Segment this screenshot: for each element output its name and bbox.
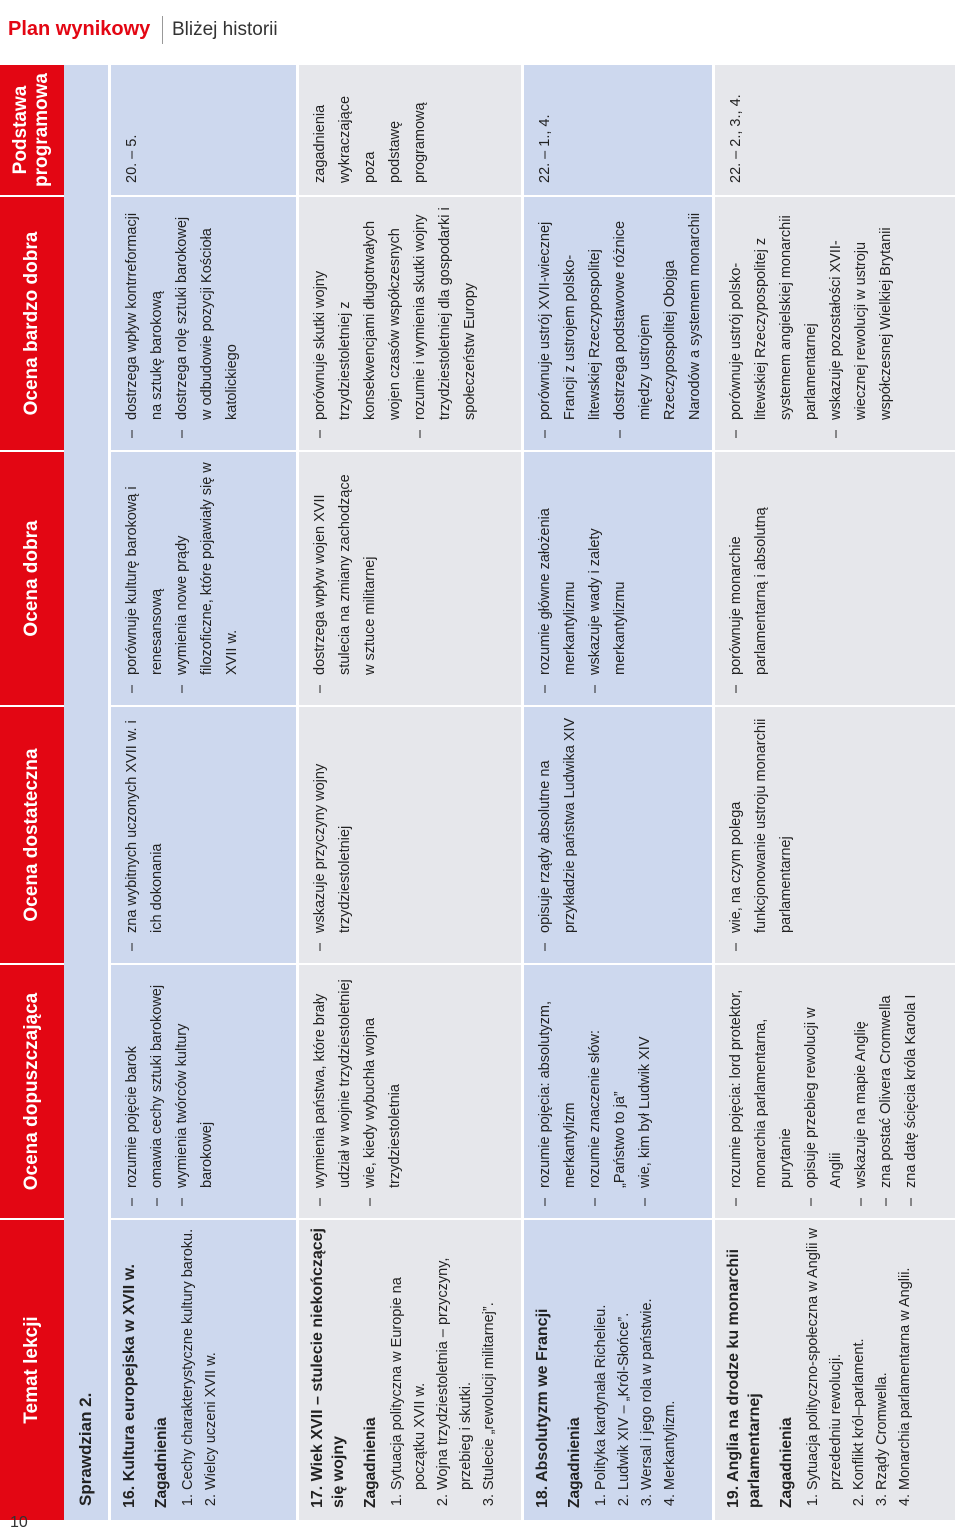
cell-dostateczna <box>521 707 712 965</box>
table-row <box>296 65 521 1520</box>
topic-item: 1. Sytuacja polityczna w Europie na początku XVII w. <box>386 1228 432 1490</box>
cell-temat <box>521 1220 712 1520</box>
criteria-item: – zna wybitnych uczonych XVII w. i ich dokonania <box>120 715 170 951</box>
criteria-item: – porównuje kulturę barokową i renesansową <box>120 460 170 693</box>
cell-dopuszczajaca <box>712 965 955 1220</box>
cell-bardzo-dobra <box>296 197 521 452</box>
criteria-list <box>308 715 358 951</box>
cell-dostateczna <box>296 707 521 965</box>
cell-bardzo-dobra <box>521 197 712 452</box>
criteria-list <box>120 205 245 438</box>
criteria-item: – dostrzega wpływ kontrreformacji na sztukę barokową <box>120 205 170 438</box>
cell-dopuszczajaca <box>108 965 296 1220</box>
page-number: 10 <box>10 1514 28 1531</box>
criteria-item: – dostrzega wpływ wojen XVII stulecia na zmiany zachodzące w sztuce militarnej <box>308 460 383 693</box>
cell-bardzo-dobra <box>108 197 296 452</box>
criteria-item: – porównuje ustrój polsko-litewskiej Rzeczypospolitej z systemem angielskiej monarchii parlamentarnej <box>724 205 824 438</box>
header-divider <box>162 16 163 44</box>
cell-temat <box>296 1220 521 1520</box>
topics-label: Zagadnienia <box>565 1417 583 1508</box>
criteria-item: – porównuje skutki wojny trzydziestoletniej z konsekwencjami długotrwałych wojen czasów współczesnych <box>308 205 408 438</box>
criteria-item: – wie, kim był Ludwik XIV <box>633 973 658 1206</box>
series-title: Bliżej historii <box>172 19 278 40</box>
criteria-list <box>724 973 924 1206</box>
topics-list <box>386 1228 501 1508</box>
table-row <box>712 65 955 1520</box>
topic-item: 2. Wojna trzydziestoletnia – przyczyny, przebieg i skutki. <box>432 1228 478 1490</box>
topic-item: 1. Polityka kardynała Richelieu. <box>590 1228 613 1490</box>
cell-podstawa <box>108 65 296 197</box>
table-header <box>0 65 64 1520</box>
cell-podstawa <box>712 65 955 197</box>
topic-item: 2. Wielcy uczeni XVII w. <box>200 1228 223 1490</box>
col-header-podstawa: Podstawa programowa <box>0 65 64 197</box>
criteria-item: – wymienia nowe prądy filozoficzne, które pojawiały się w XVII w. <box>170 460 245 693</box>
col-header-dostateczna: Ocena dostateczna <box>0 707 64 965</box>
cell-dostateczna <box>108 707 296 965</box>
topic-item: 1. Cechy charakterystyczne kultury baroku. <box>177 1228 200 1490</box>
topic-item: 3. Rządy Cromwella. <box>871 1228 894 1490</box>
criteria-list <box>308 460 383 693</box>
curriculum-ref: 22. – 2., 3., 4. <box>728 94 744 183</box>
criteria-item: – dostrzega rolę sztuki barokowej w odbudowie pozycji Kościoła katolickiego <box>170 205 245 438</box>
cell-bardzo-dobra <box>712 197 955 452</box>
criteria-item: – zna postać Olivera Cromwella <box>874 973 899 1206</box>
criteria-list <box>308 973 408 1206</box>
cell-dobra <box>296 452 521 707</box>
curriculum-ref: 22. – 1., 4. <box>537 114 553 183</box>
criteria-list <box>120 715 170 951</box>
lesson-title: 17. Wiek XVII – stulecie niekończącej się wojny <box>309 1228 347 1508</box>
criteria-item: – wskazuje wady i zalety merkantylizmu <box>583 460 633 693</box>
criteria-list <box>533 205 733 438</box>
criteria-list <box>724 715 799 951</box>
curriculum-ref: zagadnienia wykraczające poza podstawę programową <box>312 95 428 183</box>
topic-item: 2. Ludwik XIV – „Król-Słońce”. <box>613 1228 636 1490</box>
topics-label: Zagadnienia <box>777 1417 795 1508</box>
section-label: Sprawdzian 2. <box>76 1392 95 1506</box>
criteria-item: – wymienia twórców kultury barokowej <box>170 973 220 1206</box>
criteria-item: – wie, na czym polega funkcjonowanie ustroju monarchii parlamentarnej <box>724 715 799 951</box>
criteria-item: – zna datę ścięcia króla Karola I <box>899 973 924 1206</box>
topics-label: Zagadnienia <box>361 1417 379 1508</box>
lesson-plan-table <box>0 65 955 1520</box>
criteria-item: – rozumie pojęcia: lord protektor, monarchia parlamentarna, purytanie <box>724 973 799 1206</box>
lesson-title: 18. Absolutyzm we Francji <box>534 1308 551 1508</box>
topics-label: Zagadnienia <box>152 1417 170 1508</box>
cell-dobra <box>521 452 712 707</box>
topic-item: 3. Stulecie „rewolucji militarnej”. <box>478 1228 501 1490</box>
col-header-dopuszczajaca: Ocena dopuszczająca <box>0 965 64 1220</box>
cell-temat <box>712 1220 955 1520</box>
criteria-item: – wie, kiedy wybuchła wojna trzydziestoletnia <box>358 973 408 1206</box>
cell-dobra <box>108 452 296 707</box>
criteria-list <box>533 973 658 1206</box>
cell-podstawa <box>296 65 521 197</box>
cell-temat <box>108 1220 296 1520</box>
page-header <box>0 0 960 60</box>
section-row <box>64 65 108 1520</box>
curriculum-ref: 20. – 5. <box>124 134 140 183</box>
criteria-list <box>724 460 774 693</box>
topics-list <box>177 1228 223 1508</box>
cell-podstawa <box>521 65 712 197</box>
criteria-item: – rozumie pojęcie barok <box>120 973 145 1206</box>
criteria-list <box>533 715 583 951</box>
cell-dobra <box>712 452 955 707</box>
criteria-item: – omawia cechy sztuki barokowej <box>145 973 170 1206</box>
topics-list <box>590 1228 682 1508</box>
cell-dopuszczajaca <box>296 965 521 1220</box>
cell-dopuszczajaca <box>521 965 712 1220</box>
table-row <box>108 65 296 1520</box>
criteria-item: – porównuje monarchie parlamentarną i absolutną <box>724 460 774 693</box>
lesson-title: 19. Anglia na drodze ku monarchii parlamentarnej <box>725 1248 763 1508</box>
col-header-temat: Temat lekcji <box>20 1316 42 1424</box>
cell-dostateczna <box>712 707 955 965</box>
criteria-item: – wskazuje na mapie Anglię <box>849 973 874 1206</box>
topic-item: 2. Konflikt król–parlament. <box>848 1228 871 1490</box>
criteria-item: – opisuje przebieg rewolucji w Anglii <box>799 973 849 1206</box>
criteria-item: – wskazuje pozostałości XVII-wiecznej rewolucji w ustroju współczesnej Wielkiej Brytanii <box>824 205 899 438</box>
col-header-bardzo-dobra: Ocena bardzo dobra <box>0 197 64 452</box>
topic-item: 4. Merkantylizm. <box>659 1228 682 1490</box>
criteria-list <box>120 460 245 693</box>
brand-title: Plan wynikowy <box>8 18 151 40</box>
topic-item: 3. Wersal i jego rola w państwie. <box>636 1228 659 1490</box>
criteria-item: – rozumie znaczenie słów: „Państwo to ja” <box>583 973 633 1206</box>
topics-list <box>802 1228 917 1508</box>
criteria-list <box>120 973 220 1206</box>
criteria-list <box>724 205 899 438</box>
topic-item: 1. Sytuacja polityczno-społeczna w Anglii w przededniu rewolucji. <box>802 1228 848 1490</box>
criteria-item: – porównuje ustrój XVII-wiecznej Francji z ustrojem polsko-litewskiej Rzeczypospolitej <box>533 205 608 438</box>
criteria-item: – rozumie pojęcia: absolutyzm, merkantylizm <box>533 973 583 1206</box>
criteria-item: – rozumie główne założenia merkantylizmu <box>533 460 583 693</box>
criteria-item: – wymienia państwa, które brały udział w wojnie trzydziestoletniej <box>308 973 358 1206</box>
table-row <box>521 65 712 1520</box>
lesson-title: 16. Kultura europejska w XVII w. <box>121 1264 138 1508</box>
criteria-list <box>308 205 483 438</box>
criteria-item: – rozumie i wymienia skutki wojny trzydziestoletniej dla gospodarki i społeczeństw Europy <box>408 205 483 438</box>
criteria-list <box>533 460 633 693</box>
criteria-item: – dostrzega podstawowe różnice między ustrojem Rzeczypospolitej Obojga Narodów a systemem monarchii <box>608 205 733 438</box>
col-header-dobra: Ocena dobra <box>0 452 64 707</box>
criteria-item: – wskazuje przyczyny wojny trzydziestoletniej <box>308 715 358 951</box>
criteria-item: – opisuje rządy absolutne na przykładzie państwa Ludwika XIV <box>533 715 583 951</box>
topic-item: 4. Monarchia parlamentarna w Anglii. <box>894 1228 917 1490</box>
